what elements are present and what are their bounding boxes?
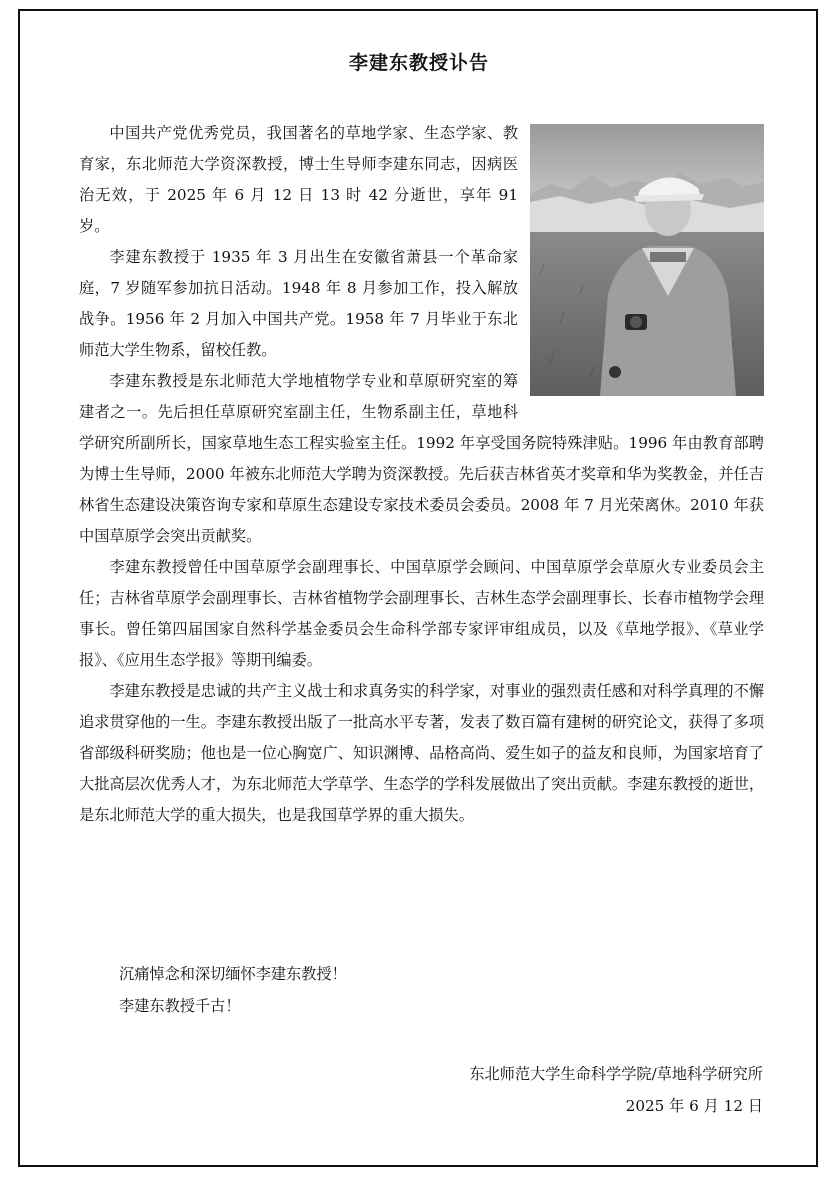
paragraph: 李建东教授曾任中国草原学会副理事长、中国草原学会顾问、中国草原学会草原火专业委员会主任；吉林省草原学会副理事长、吉林省植物学会副理事长、吉林生态学会副理事长、长春市植物学会理事长。曾任第四届国家自然科学基金委员会生命科学部专家评审组成员，以及《草地学报》、《草业学报》、《应用生态学报》等期刊编委。 bbox=[79, 558, 764, 669]
paragraph: 中国共产党优秀党员，我国著名的草地学家、生态学家、教育家，东北师范大学资深教授，博士生导师李建东同志，因病医治无效，于 2025 年 6 月 12 日 13 时 42 分逝世，享年 91 岁。 bbox=[79, 124, 518, 235]
obituary-body bbox=[79, 118, 764, 831]
portrait-photo bbox=[530, 124, 764, 396]
paragraph: 李建东教授于 1935 年 3 月出生在安徽省萧县一个革命家庭，7 岁随军参加抗日活动。1948 年 8 月参加工作，投入解放战争。1956 年 2 月加入中国共产党。1958 年 7 月毕业于东北师范大学生物系，留校任教。 bbox=[79, 248, 518, 359]
paragraph: 李建东教授是东北师范大学地植物学专业和草原研究室的筹建者之一。先后担任草原研究室副主任，生物系副主任，草地科学研究所副所长，国家草地生态工程实验室主任。1992 年享受国务院特殊津贴。1996 年由教育部聘为博士生导师，2000 年被东北师范大学聘为资深教授。先后获吉林省英才奖章和华为奖教金，并任吉林省生态建设决策咨询专家和草原生态建设专家技术委员会委员。2008 年 7 月光荣离休。2010 年获中国草原学会突出贡献奖。 bbox=[79, 372, 764, 545]
signature-org: 东北师范大学生命科学学院/草地科学研究所 bbox=[469, 1065, 763, 1083]
closing-line: 沉痛悼念和深切缅怀李建东教授！ bbox=[119, 965, 347, 983]
page-title: 李建东教授讣告 bbox=[348, 52, 489, 74]
signature-date: 2025 年 6 月 12 日 bbox=[625, 1097, 763, 1115]
closing-line: 李建东教授千古！ bbox=[119, 997, 241, 1015]
closing-lines bbox=[119, 958, 347, 1022]
signature-block bbox=[469, 1058, 763, 1122]
paragraph: 李建东教授是忠诚的共产主义战士和求真务实的科学家，对事业的强烈责任感和对科学真理的不懈追求贯穿他的一生。李建东教授出版了一批高水平专著，发表了数百篇有建树的研究论文，获得了多项省部级科研奖励；他也是一位心胸宽广、知识渊博、品格高尚、爱生如子的益友和良师，为国家培育了大批高层次优秀人才，为东北师范大学草学、生态学的学科发展做出了突出贡献。李建东教授的逝世，是东北师范大学的重大损失，也是我国草学界的重大损失。 bbox=[79, 682, 764, 824]
